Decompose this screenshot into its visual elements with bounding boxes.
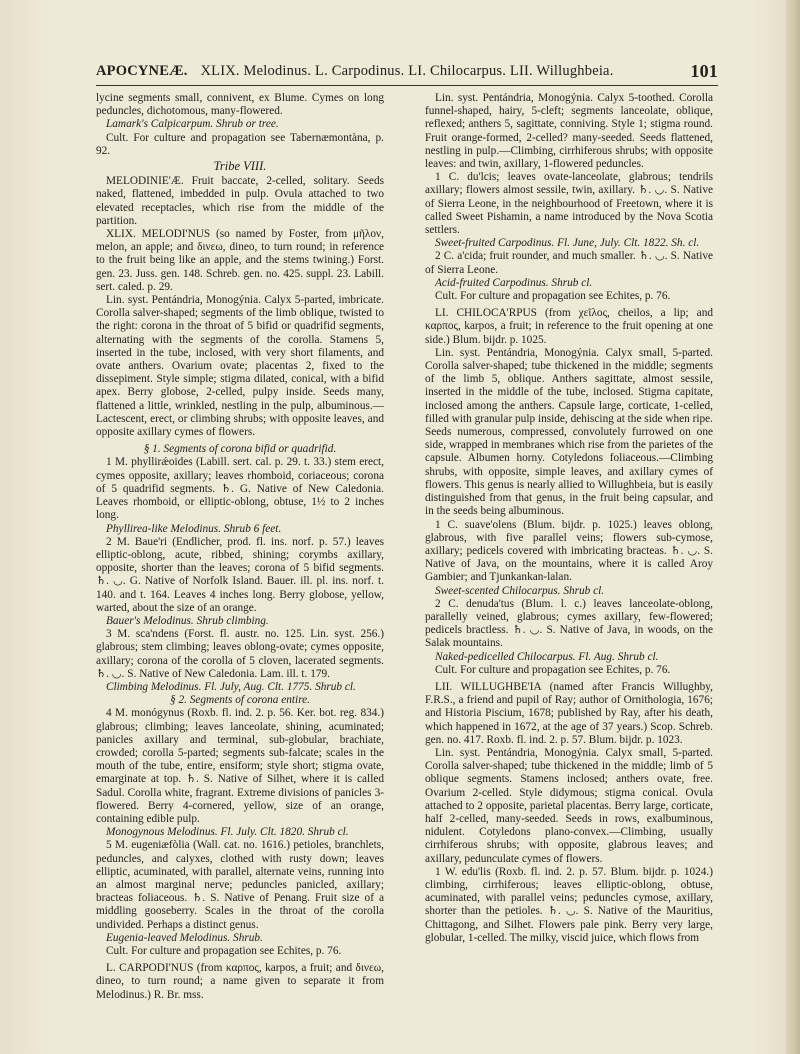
paragraph: Naked-pedicelled Chilocarpus. Fl. Aug. Shrub cl. [435, 650, 659, 663]
header-genera: XLIX. Melodinus. L. Carpodinus. LI. Chilocarpus. LII. Willughbeia. [200, 63, 614, 79]
paragraph: Eugenia-leaved Melodinus. Shrub. [106, 931, 263, 944]
header-family: APOCYNEÆ. [96, 63, 188, 79]
paragraph: Lin. syst. Pentándria, Monogýnia. Calyx 5-toothed. Corolla funnel-shaped, hairy, 5-cleft; segments lanceolate, oblique, reflexed; anthers 5, sagittate, conniving. Style 1; stigma round. Fruit orange-formed, 2-celled? many-seeded. Seeds flattened, nestling in pulp.—Climbing, cirrhiferous shrubs; with opposite leaves: and twin, axillary, 1-flowered peduncles. [425, 92, 713, 171]
paragraph: Cult. For culture and propagation see Echites, p. 76. [435, 663, 671, 676]
section-heading: § 2. Segments of corona entire. [169, 694, 311, 707]
paragraph: Lin. syst. Pentándria, Monogýnia. Calyx 5-parted, imbricate. Corolla salver-shaped; segments of the limb oblique, twisted to the right: corona in the throat of 5 bifid or quadrifid segments, alternating with the segments of the corolla. Stamens 5, inserted in the tube, inclosed, with very short filaments, and ovate anthers. Ovarium ovate; placentas 2, fixed to the dissepiment. Style simple; stigma dilated, conical, with a bifid apex. Berry globose, 2-celled, pulpy inside. Seeds many, flattened a little, wrinkled, nestling in the pulp, albuminous.—Lactescent, erect, or climbing shrubs; with opposite leaves, and opposite axillary cymes of flowers. [96, 294, 384, 439]
genus-entry: LI. CHILOCA'RPUS (from χεῖλος, cheilos, a lip; and καρπος, karpos, a fruit; in reference to the fruit opening at one side.) Blum. bijdr. p. 1025. [425, 307, 713, 346]
section-heading: § 1. Segments of corona bifid or quadrifid. [143, 443, 337, 456]
paragraph: Climbing Melodinus. Fl. July, Aug. Clt. 1775. Shrub cl. [106, 680, 356, 693]
species-entry: 2 C. a'cida; fruit rounder, and much smaller. ♄. ◡. S. Native of Sierra Leone. [425, 250, 713, 276]
paragraph: Phyllirea-like Melodinus. Shrub 6 feet. [106, 522, 282, 535]
page-edge [786, 0, 800, 1054]
species-entry: 2 M. Baue'ri (Endlicher, prod. fl. ins. norf. p. 57.) leaves elliptic-oblong, acute, ribbed, shining; corymbs axillary, opposite, shorter than the leaves; corona of 5 bifid segments. ♄. ◡. G. Native of Norfolk Island. Bauer. ill. pl. ins. norf. t. 140. and t. 164. Leaves 4 inches long. Berry globose, yellow, warted, about the size of an orange. [96, 535, 384, 614]
paragraph: Acid-fruited Carpodinus. Shrub cl. [435, 276, 593, 289]
paragraph: Bauer's Melodinus. Shrub climbing. [106, 614, 269, 627]
paragraph: Cult. For culture and propagation see Tabernæmontàna, p. 92. [96, 131, 384, 157]
genus-entry: LII. WILLUGHBE'IA (named after Francis Willughby, F.R.S., a friend and pupil of Ray; author of Ornithologia, 1676; and Historia Piscium, 1678; published by Ray, after his death, which happened in 1672, at the age of 37 years.) Scop. Schreb. gen. no. 417. Roxb. fl. ind. 2. p. 57. Blum. bijdr. p. 1023. [425, 680, 713, 746]
right-column [425, 92, 713, 945]
species-entry: 1 W. edu'lis (Roxb. fl. ind. 2. p. 57. Blum. bijdr. p. 1024.) climbing, cirrhiferous; leaves elliptic-oblong, obtuse, acuminated, with parallel veins; peduncles cymose, axillary, shorter than the petioles. ♄. ◡. S. Native of the Mauritius, Chittagong, and Silhet. Flowers pale pink. Berry very large, globular, 1-celled. The milky, viscid juice, which flows from [425, 865, 713, 944]
genus-entry: XLIX. MELODI'NUS (so named by Foster, from μῆλον, melon, an apple; and δινεω, dineo, to turn round; in reference to the fruit being like an apple, and the stems twining.) Forst. gen. 23. Juss. gen. 148. Schreb. gen. no. 425. suppl. 23. Labill. sert. caled. p. 29. [96, 228, 384, 293]
running-header [96, 63, 718, 85]
paragraph: lycine segments small, connivent, ex Blume. Cymes on long peduncles, dichotomous, many-flowered. [96, 92, 384, 118]
species-entry: 3 M. sca'ndens (Forst. fl. austr. no. 125. Lin. syst. 256.) glabrous; stem climbing; leaves oblong-ovate; cymes opposite, axillary; corona of the corolla of 5 cloven, lacerated segments. ♄. ◡. S. Native of New Caledonia. Lam. ill. t. 179. [96, 628, 384, 680]
left-column [96, 92, 384, 1002]
paragraph: MELODINIE'Æ. Fruit baccate, 2-celled, solitary. Seeds naked, flattened, imbedded in pulp. Ovula attached to two elevated receptacles, which rise from the middle of the partition. [96, 175, 384, 227]
genus-entry: L. CARPODI'NUS (from καρπος, karpos, a fruit; and δινεω, dineo, to turn round; a name given to separate it from Melodinus.) R. Br. mss. [96, 962, 384, 1001]
species-entry: 1 C. suave'olens (Blum. bijdr. p. 1025.) leaves oblong, glabrous, with five parallel veins; flowers sub-cymose, axillary; pedicels covered with imbricating bracteas. ♄. ◡. S. Native of Java, on the mountains, where it is called Aroy Gambier; and Tjunkankan-lalan. [425, 518, 713, 584]
species-entry: 1 C. du'lcis; leaves ovate-lanceolate, glabrous; tendrils axillary; flowers almost sessile, twin, axillary. ♄. ◡. S. Native of Sierra Leone, in the neighbourhood of Freetown, where it is called Sweet Pishamin, a name introduced by the Nova Scotia settlers. [425, 171, 713, 237]
paragraph: Lin. syst. Pentándria, Monogýnia. Calyx small, 5-parted. Corolla salver-shaped; tube thickened in the middle; limb of 5 oblique segments. Stamens inclosed; anthers ovate, free. Ovarium 2-celled. Style didymous; stigma conical. Ovula attached to 2 opposite, parietal placentas. Berry large, corticate, half 2-celled, many-seeded. Seeds in rows, exalbuminous, nidulent. Cotyledons plano-convex.—Climbing, usually cirrhiferous shrubs; with opposite, glabrous leaves; and axillary, pedunculate cymes of flowers. [425, 746, 713, 865]
paragraph: Monogynous Melodinus. Fl. July. Clt. 1820. Shrub cl. [106, 826, 349, 839]
species-entry: 1 M. phyllirǽoides (Labill. sert. cal. p. 29. t. 33.) stem erect, cymes opposite, axillary; leaves rhomboid, coriaceous; corona of 5 quadrifid segments. ♄. G. Native of New Caledonia. Leaves rhomboid, or elliptic-oblong, obtuse, 1½ to 2 inches long. [96, 456, 384, 522]
paragraph: Sweet-fruited Carpodinus. Fl. June, July. Clt. 1822. Sh. cl. [435, 237, 700, 250]
header-rule [96, 85, 718, 86]
paragraph: Lin. syst. Pentándria, Monogýnia. Calyx small, 5-parted. Corolla salver-shaped; tube thickened in the middle; segments of the limb 5, oblique. Anthers sagittate, almost sessile, inserted in the middle of the tube, inclosed. Stigma capitate, inclosed among the anthers. Capsule large, corticate, 1-celled, filled with granular pulp inside, dehiscing at the side when ripe. Seeds numerous, compressed, convolutely furrowed on one side, wrapped in membranes which rise from the parietes of the capsule. Albumen horny. Cotyledons foliaceous.—Climbing shrubs, with opposite, simple leaves, and axillary cymes of flowers. This genus is nearly allied to Willughbeia, but is easily distinguished from that genus, in the fruit being capsular, and in the seeds being albuminous. [425, 346, 713, 518]
paragraph: Sweet-scented Chilocarpus. Shrub cl. [435, 584, 605, 597]
paragraph: Lamark's Calpicarpum. Shrub or tree. [106, 118, 279, 131]
species-entry: 5 M. eugeniæfòlia (Wall. cat. no. 1616.) petioles, branchlets, peduncles, and calyxes, clothed with rusty down; leaves elliptic, acuminated, with parallel, alternate veins, running into an almost marginal nerve; peduncles panicled, axillary; bracteas foliaceous. ♄. S. Native of Penang. Fruit size of a middling gooseberry. Scales in the throat of the corolla undivided. Perhaps a distinct genus. [96, 839, 384, 931]
page-number: 101 [690, 61, 718, 81]
paragraph: Cult. For culture and propagation see Echites, p. 76. [435, 290, 671, 303]
species-entry: 2 C. denuda'tus (Blum. l. c.) leaves lanceolate-oblong, parallelly veined, glabrous; cymes axillary, few-flowered; pedicels bractless. ♄. ◡. S. Native of Java, in woods, on the Salak mountains. [425, 597, 713, 650]
species-entry: 4 M. monógynus (Roxb. fl. ind. 2. p. 56. Ker. bot. reg. 834.) glabrous; climbing; leaves lanceolate, shining, acuminated; panicles axillary and terminal, sub-globular, brachiate, crowded; corolla 5-parted; segments sub-falcate; scales in the mouth of the tube, entire, ensiform; style short; stigma ovate, emarginate at top. ♄. S. Native of Silhet, where it is called Sadul. Corolla white, fragrant. Extreme divisions of panicles 3-flowered. Berry 4-cornered, yellow, size of an orange, containing edible pulp. [96, 707, 384, 825]
paragraph: Cult. For culture and propagation see Echites, p. 76. [106, 945, 342, 957]
tribe-heading: Tribe VIII. [213, 159, 267, 174]
